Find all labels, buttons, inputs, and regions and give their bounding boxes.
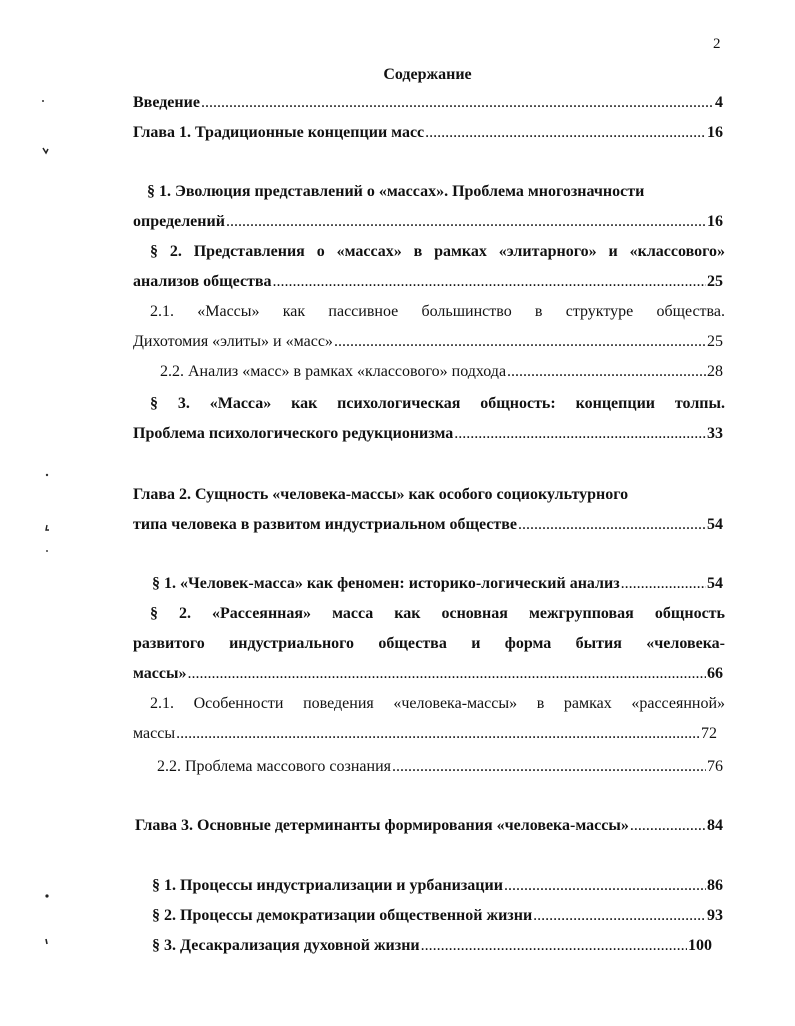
toc-entry-ch1-sec1-line1[interactable]: § 1. Эволюция представлений о «массах». Проблема многозначности [147, 183, 645, 200]
toc-entry-ch3-sec3[interactable] [152, 935, 712, 957]
toc-entry-ch1-sec3-line1[interactable]: § 3. «Масса» как психологическая общность: концепции толпы. [150, 395, 725, 412]
toc-entry-chapter-2-line2[interactable] [133, 514, 723, 536]
toc-page-number: 28 [707, 363, 723, 380]
dot-leader [201, 92, 714, 114]
toc-entry-ch1-sub22[interactable] [160, 361, 723, 383]
scan-speck [44, 524, 50, 532]
toc-entry-text: массы [133, 725, 176, 742]
toc-page-number: 66 [707, 665, 723, 682]
toc-entry-text: Введение [133, 94, 200, 111]
toc-page-number: 25 [707, 273, 723, 290]
dot-leader [454, 423, 706, 445]
toc-page-number: 100 [688, 937, 712, 954]
toc-entry-ch2-sec1[interactable] [152, 573, 723, 595]
toc-entry-ch2-sub21-line2[interactable] [133, 723, 717, 745]
dot-leader [504, 875, 706, 897]
toc-entry-ch2-sec2-line1[interactable]: § 2. «Рассеянная» масса как основная межгрупповая общность [150, 605, 725, 622]
scan-speck [44, 472, 50, 478]
scan-speck [40, 98, 46, 104]
toc-page-number: 16 [707, 213, 723, 230]
toc-entry-text: § 2. Процессы демократизации общественной жизни [152, 907, 533, 924]
toc-entry-text: 2.2. Анализ «масс» в рамках «классового» подхода [160, 363, 507, 380]
toc-entry-text: Глава 1. Традиционные концепции масс [133, 124, 425, 141]
toc-page-number: 4 [715, 94, 723, 111]
toc-page-number: 86 [707, 877, 723, 894]
scan-speck [42, 147, 50, 155]
dot-leader [421, 935, 687, 957]
toc-entry-chapter-2-line1[interactable]: Глава 2. Сущность «человека-массы» как особого социокультурного [133, 486, 629, 503]
dot-leader [334, 331, 706, 353]
toc-page-number: 84 [707, 817, 723, 834]
toc-entry-text: § 3. Десакрализация духовной жизни [152, 937, 420, 954]
toc-entry-text: типа человека в развитом индустриальном обществе [133, 516, 517, 533]
dot-leader [187, 663, 706, 685]
toc-entry-chapter-3[interactable] [135, 815, 723, 837]
toc-entry-text: § 1. «Человек-масса» как феномен: историко-логический анализ [152, 575, 620, 592]
toc-entry-ch3-sec1[interactable] [152, 875, 723, 897]
toc-entry-text: массы» [133, 665, 187, 682]
toc-entry-text: § 1. Процессы индустриализации и урбанизации [152, 877, 503, 894]
toc-entry-ch1-sec2-line1[interactable]: § 2. Представления о «массах» в рамках «элитарного» и «классового» [150, 243, 725, 260]
toc-entry-ch1-sub21-line1[interactable]: 2.1. «Массы» как пассивное большинство в структуре общества. [150, 303, 725, 320]
toc-page-number: 72 [701, 725, 717, 742]
toc-entry-chapter-1[interactable] [133, 122, 723, 144]
toc-entry-ch1-sec1-line2[interactable] [133, 211, 723, 233]
scan-speck [44, 893, 50, 899]
toc-page-number: 25 [707, 333, 723, 350]
dot-leader [507, 361, 706, 383]
toc-entry-ch2-sub22[interactable] [157, 756, 723, 778]
dot-leader [518, 514, 706, 536]
toc-entry-ch1-sub21-line2[interactable] [133, 331, 723, 353]
toc-entry-ch2-sec2-line2[interactable]: развитого индустриального общества и форма бытия «человека- [133, 635, 725, 652]
toc-entry-text: 2.2. Проблема массового сознания [157, 758, 391, 775]
scan-speck [44, 938, 50, 946]
dot-leader [621, 573, 706, 595]
dot-leader [630, 815, 706, 837]
toc-page-number: 33 [707, 425, 723, 442]
dot-leader [176, 723, 700, 745]
scan-speck [44, 548, 50, 554]
dot-leader [226, 211, 706, 233]
toc-entry-ch1-sec3-line2[interactable] [133, 423, 723, 445]
toc-page-number: 76 [707, 758, 723, 775]
dot-leader [392, 756, 706, 778]
page-number: 2 [713, 36, 721, 52]
toc-entry-ch2-sec2-line3[interactable] [133, 663, 723, 685]
toc-entry-text: Дихотомия «элиты» и «масс» [133, 333, 333, 350]
toc-entry-ch3-sec2[interactable] [152, 905, 723, 927]
toc-entry-text: определений [133, 213, 225, 230]
dot-leader [273, 271, 706, 293]
toc-page-number: 93 [707, 907, 723, 924]
toc-entry-introduction[interactable] [133, 92, 723, 114]
toc-entry-text: анализов общества [133, 273, 272, 290]
toc-entry-text: Проблема психологического редукционизма [133, 425, 454, 442]
toc-entry-text: Глава 3. Основные детерминанты формирования «человека-массы» [135, 817, 629, 834]
toc-page-number: 54 [707, 516, 723, 533]
page-title: Содержание [383, 66, 472, 83]
toc-page-number: 54 [707, 575, 723, 592]
toc-entry-ch1-sec2-line2[interactable] [133, 271, 723, 293]
toc-entry-ch2-sub21-line1[interactable]: 2.1. Особенности поведения «человека-массы» в рамках «рассеянной» [150, 695, 725, 712]
dot-leader [425, 122, 706, 144]
toc-page-number: 16 [707, 124, 723, 141]
dot-leader [533, 905, 706, 927]
